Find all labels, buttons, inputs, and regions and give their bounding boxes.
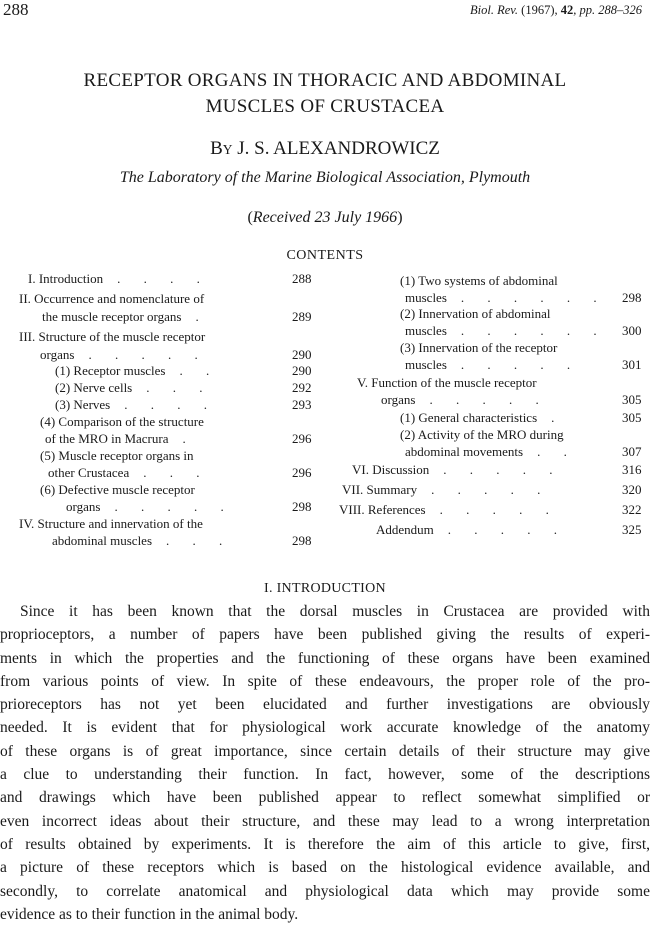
journal-pages: pp. 288–326 <box>579 3 642 17</box>
toc-entry-text: other Crustacea <box>48 465 130 480</box>
toc-entry-leader: . <box>551 410 565 425</box>
toc-entry-leader: . . . . <box>117 271 210 286</box>
toc-entry-leader: . . . . . . <box>460 290 607 305</box>
toc-entry-text: (2) Nerve cells <box>55 380 133 395</box>
toc-entry-leader: . . . . . <box>431 482 551 497</box>
toc-entry-text: V. Function of the muscle receptor <box>357 375 537 390</box>
toc-entry <box>40 413 204 430</box>
toc-entry <box>400 305 551 322</box>
toc-entry-text: VIII. References <box>339 502 426 517</box>
body-line: evidence as to their function in the animal body. <box>0 905 299 923</box>
received-close: ) <box>397 209 403 226</box>
toc-entry-text: abdominal movements <box>405 444 524 459</box>
toc-entry <box>342 481 550 498</box>
toc-entry <box>352 461 563 478</box>
toc-entry-text: (1) Two systems of abdominal <box>400 273 558 288</box>
toc-entry <box>405 443 577 460</box>
toc-entry-text: (2) Activity of the MRO during <box>400 427 564 442</box>
toc-entry-page: 296 <box>292 431 312 446</box>
toc-entry <box>19 515 203 532</box>
toc-left-column <box>0 270 325 550</box>
received-label: Received <box>252 209 311 226</box>
toc-entry-page: 305 <box>622 392 642 407</box>
toc-right-column <box>330 270 650 550</box>
toc-entry-text: (3) Nerves <box>55 397 111 412</box>
section-heading: I. INTRODUCTION <box>264 581 386 596</box>
body-line: needed. It is evident that for physiological work accurate knowledge of the anatomy <box>0 719 650 737</box>
body-line: secondly, to correlate anatomical and physiological data which may provide some <box>0 882 650 900</box>
article-title <box>0 68 650 120</box>
toc-entry <box>55 362 219 379</box>
toc-entry-leader: . . . <box>143 465 210 480</box>
toc-entry <box>400 426 564 443</box>
body-line: proprioceptors, a number of papers have been published giving the results of experi- <box>0 626 650 644</box>
toc-entry-text: III. Structure of the muscle receptor <box>19 329 206 344</box>
toc-entry-leader: . . . . . <box>114 499 234 514</box>
toc-entry-text: I. Introduction <box>28 271 104 286</box>
toc-entry-leader: . . . <box>166 533 233 548</box>
toc-entry-page: 307 <box>622 444 642 459</box>
body-paragraph <box>0 600 650 926</box>
toc-entry-text: organs <box>66 499 101 514</box>
toc-entry-text: (3) Innervation of the receptor <box>400 340 558 355</box>
body-line: of these organs is of great importance, since certain details of their structure may give <box>0 742 650 760</box>
byline <box>0 138 650 160</box>
toc-entry <box>48 464 209 481</box>
byline-by-initial: B <box>210 138 223 159</box>
body-line: a clue to understanding their function. In fact, however, some of the descriptions <box>0 766 650 784</box>
toc-entry-page: 298 <box>292 533 312 548</box>
toc-entry <box>55 396 217 413</box>
toc-entry-page: 322 <box>622 502 642 517</box>
toc-entry-page: 290 <box>292 363 312 378</box>
toc-entry <box>381 391 549 408</box>
toc-entry <box>40 481 195 498</box>
toc-entry-text: (1) Receptor muscles <box>55 363 166 378</box>
body-line: even incorrect ideas about their structure, and these may lead to a wrong interpretation <box>0 812 650 830</box>
toc-entry-leader: . . . . . . <box>460 323 607 338</box>
toc-entry-leader: . . <box>537 444 577 459</box>
toc-entry <box>40 346 208 363</box>
journal-name: Biol. Rev. <box>470 3 519 17</box>
toc-entry-leader: . <box>195 309 209 324</box>
toc-entry <box>28 270 210 287</box>
toc-entry-text: organs <box>381 392 416 407</box>
toc-entry-text: muscles <box>405 357 447 372</box>
toc-entry <box>405 356 580 373</box>
body-line: prioreceptors has not yet been elucidated and further investigations are obviously <box>0 696 650 714</box>
received-open: ( <box>247 209 253 226</box>
toc-entry <box>339 501 559 518</box>
journal-reference: Biol. Rev. (1967), 42, pp. 288–326 <box>470 3 642 17</box>
toc-entry-text: (5) Muscle receptor organs in <box>40 448 194 463</box>
affiliation: The Laboratory of the Marine Biological Association, Plymouth <box>119 169 531 186</box>
toc-entry-leader: . . . . <box>124 397 217 412</box>
toc-entry <box>45 430 196 447</box>
toc-entry-leader: . . . . . <box>447 522 568 537</box>
contents-heading: CONTENTS <box>286 248 364 263</box>
toc-entry-text: VI. Discussion <box>352 462 430 477</box>
toc-entry-page: 300 <box>622 323 642 338</box>
toc-entry <box>405 322 607 339</box>
toc-entry-leader: . . <box>179 363 220 378</box>
toc-entry-text: muscles <box>405 323 447 338</box>
body-line: and drawings which have been published appear to reflect somewhat simplified or <box>0 789 650 807</box>
received-date <box>0 209 650 227</box>
body-line: ments in which the properties and the functioning of these organs have been examined <box>0 649 650 667</box>
toc-entry <box>405 289 607 306</box>
toc-entry-text: (2) Innervation of abdominal <box>400 306 551 321</box>
toc-entry-text: (1) General characteristics <box>400 410 538 425</box>
toc-entry-text: the muscle receptor organs <box>42 309 182 324</box>
toc-entry-text: II. Occurrence and nomenclature of <box>19 291 205 306</box>
toc-entry-text: of the MRO in Macrura <box>45 431 169 446</box>
toc-entry <box>55 379 213 396</box>
toc-entry <box>19 290 204 307</box>
toc-entry <box>42 308 209 325</box>
toc-entry-page: 292 <box>292 380 312 395</box>
toc-entry-leader: . <box>182 431 196 446</box>
toc-entry-page: 288 <box>292 271 312 286</box>
toc-entry-page: 305 <box>622 410 642 425</box>
toc-entry-page: 290 <box>292 347 312 362</box>
toc-entry-page: 320 <box>622 482 642 497</box>
toc-entry-text: abdominal muscles <box>52 533 153 548</box>
toc-entry <box>357 374 537 391</box>
journal-year: (1967), <box>521 3 558 17</box>
toc-entry-leader: . . . . . <box>439 502 559 517</box>
body-line: a picture of these receptors which is based on the histological evidence available, and <box>0 859 650 877</box>
toc-entry <box>400 409 564 426</box>
toc-entry-text: Addendum <box>376 522 434 537</box>
title-line-2: MUSCLES OF CRUSTACEA <box>205 96 445 117</box>
toc-entry-leader: . . . <box>146 380 213 395</box>
toc-entry <box>376 521 567 538</box>
body-line: from various points of view. In spite of these endeavours, the proper role of the pro- <box>0 672 650 690</box>
toc-entry-leader: . . . . . <box>460 357 581 372</box>
toc-entry <box>400 272 558 289</box>
toc-entry-page: 301 <box>622 357 642 372</box>
toc-entry-leader: . . . . . <box>88 347 208 362</box>
toc-entry-text: VII. Summary <box>342 482 418 497</box>
title-line-1: RECEPTOR ORGANS IN THORACIC AND ABDOMINAL <box>83 70 567 91</box>
toc-entry <box>400 339 557 356</box>
journal-volume: 42 <box>560 3 574 17</box>
page-number: 288 <box>3 0 29 19</box>
received-date-value: 23 July 1966 <box>314 209 398 226</box>
toc-entry <box>19 328 205 345</box>
toc-entry-text: muscles <box>405 290 447 305</box>
body-line: of results obtained by experiments. It is therefore the aim of this article to give, first, <box>0 835 650 853</box>
toc-entry-text: IV. Structure and innervation of the <box>19 516 203 531</box>
toc-entry-page: 298 <box>292 499 312 514</box>
author-name: J. S. ALEXANDROWICZ <box>237 138 440 159</box>
byline-by-rest: Y <box>222 142 233 157</box>
toc-entry-text: (6) Defective muscle receptor <box>40 482 195 497</box>
toc-entry-leader: . . . . . <box>443 462 563 477</box>
toc-entry-page: 298 <box>622 290 642 305</box>
toc-entry <box>40 447 194 464</box>
toc-entry <box>52 532 232 549</box>
toc-entry <box>66 498 234 515</box>
toc-entry-page: 325 <box>622 522 642 537</box>
toc-entry-page: 293 <box>292 397 312 412</box>
body-line: Since it has been known that the dorsal muscles in Crustacea are provided with <box>20 603 650 620</box>
toc-entry-page: 289 <box>292 309 312 324</box>
toc-entry-leader: . . . . . <box>429 392 549 407</box>
toc-entry-page: 316 <box>622 462 642 477</box>
toc-entry-text: organs <box>40 347 75 362</box>
toc-entry-page: 296 <box>292 465 312 480</box>
toc-entry-text: (4) Comparison of the structure <box>40 414 204 429</box>
